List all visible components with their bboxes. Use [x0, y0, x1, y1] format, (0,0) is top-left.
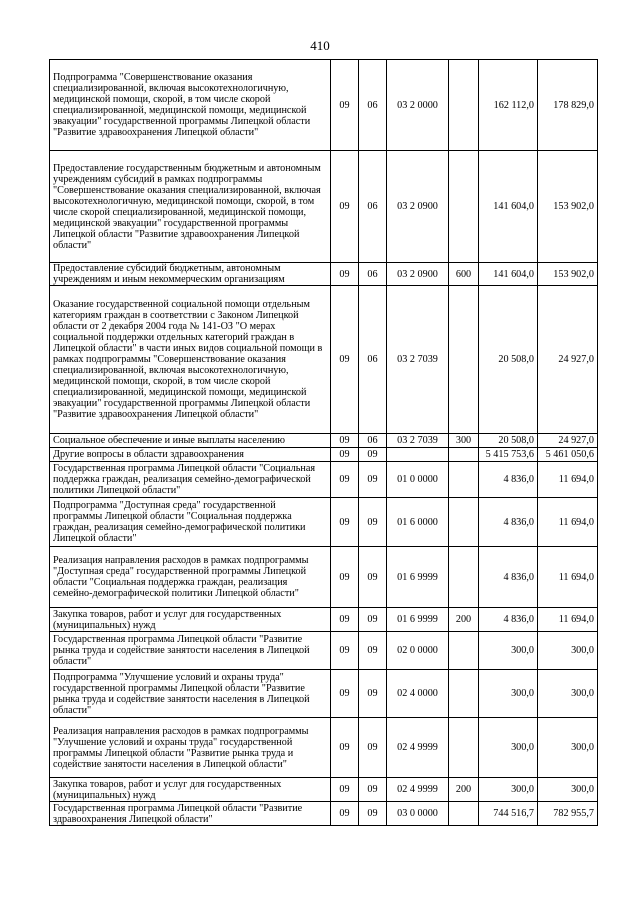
target-article-code: 03 2 0900	[387, 151, 449, 263]
section-code: 09	[331, 778, 359, 802]
table-row	[50, 632, 598, 670]
expense-name: Государственная программа Липецкой области "Социальная поддержка граждан, реализация семейно-демографической политики Липецкой области"	[50, 462, 331, 498]
table-row	[50, 60, 598, 151]
amount-year-1: 744 516,7	[479, 802, 538, 826]
expense-name: Оказание государственной социальной помощи отдельным категориям граждан в соответствии с Законом Липецкой области от 2 декабря 2004 года № 141-ОЗ "О мерах социальной поддержки отдельных категорий граждан в Липецкой области" в части иных видов социальной помощи в рамках подпрограммы "Совершенствование оказания специализированной, включая высокотехнологичную, медицинской помощи, скорой, в том числе скорой специализированной, медицинской помощи, медицинской эвакуации" государственной программы Липецкой области "Развитие здравоохранения Липецкой области"	[50, 286, 331, 434]
section-code: 09	[331, 608, 359, 632]
expense-name: Другие вопросы в области здравоохранения	[50, 448, 331, 462]
table-row	[50, 286, 598, 434]
table-row	[50, 778, 598, 802]
subsection-code: 09	[359, 718, 387, 778]
amount-year-2: 11 694,0	[538, 498, 598, 547]
section-code: 09	[331, 718, 359, 778]
expense-type-code: 200	[449, 608, 479, 632]
expense-name: Предоставление государственным бюджетным и автономным учреждениям субсидий в рамках подпрограммы "Совершенствование оказания специализированной, включая высокотехнологичную, медицинской помощи, скорой, в том числе скорой специализированной, медицинской помощи, медицинской эвакуации" государственной программы Липецкой области "Развитие здравоохранения Липецкой области"	[50, 151, 331, 263]
amount-year-2: 5 461 050,6	[538, 448, 598, 462]
subsection-code: 06	[359, 434, 387, 448]
expense-name: Предоставление субсидий бюджетным, автономным учреждениям и иным некоммерческим организациям	[50, 263, 331, 286]
amount-year-2: 300,0	[538, 718, 598, 778]
target-article-code: 03 2 0000	[387, 60, 449, 151]
amount-year-1: 300,0	[479, 778, 538, 802]
expense-name: Закупка товаров, работ и услуг для государственных (муниципальных) нужд	[50, 778, 331, 802]
target-article-code: 02 0 0000	[387, 632, 449, 670]
section-code: 09	[331, 151, 359, 263]
table-row	[50, 718, 598, 778]
amount-year-1: 141 604,0	[479, 151, 538, 263]
subsection-code: 09	[359, 462, 387, 498]
amount-year-1: 5 415 753,6	[479, 448, 538, 462]
subsection-code: 06	[359, 60, 387, 151]
amount-year-2: 300,0	[538, 670, 598, 718]
page-number: 410	[310, 38, 330, 53]
amount-year-1: 300,0	[479, 670, 538, 718]
expense-type-code	[449, 448, 479, 462]
amount-year-2: 178 829,0	[538, 60, 598, 151]
section-code: 09	[331, 632, 359, 670]
amount-year-2: 300,0	[538, 632, 598, 670]
amount-year-2: 11 694,0	[538, 462, 598, 498]
expense-type-code: 300	[449, 434, 479, 448]
target-article-code: 01 0 0000	[387, 462, 449, 498]
amount-year-1: 141 604,0	[479, 263, 538, 286]
amount-year-2: 11 694,0	[538, 608, 598, 632]
amount-year-2: 300,0	[538, 778, 598, 802]
expense-type-code	[449, 462, 479, 498]
expense-type-code	[449, 802, 479, 826]
expense-name: Подпрограмма "Совершенствование оказания специализированной, включая высокотехнологичную, медицинской помощи, скорой, в том числе скорой специализированной, медицинской помощи, медицинской эвакуации" государственной программы Липецкой области "Развитие здравоохранения Липецкой области"	[50, 60, 331, 151]
expense-name: Закупка товаров, работ и услуг для государственных (муниципальных) нужд	[50, 608, 331, 632]
amount-year-2: 153 902,0	[538, 263, 598, 286]
target-article-code	[387, 448, 449, 462]
expense-name: Государственная программа Липецкой области "Развитие здравоохранения Липецкой области"	[50, 802, 331, 826]
amount-year-1: 20 508,0	[479, 434, 538, 448]
subsection-code: 09	[359, 448, 387, 462]
expense-type-code	[449, 547, 479, 608]
expense-type-code: 600	[449, 263, 479, 286]
target-article-code: 03 2 7039	[387, 286, 449, 434]
expense-type-code	[449, 718, 479, 778]
budget-table	[49, 59, 598, 826]
amount-year-2: 11 694,0	[538, 547, 598, 608]
amount-year-1: 162 112,0	[479, 60, 538, 151]
amount-year-2: 24 927,0	[538, 286, 598, 434]
target-article-code: 02 4 0000	[387, 670, 449, 718]
expense-name: Государственная программа Липецкой области "Развитие рынка труда и содействие занятости населения в Липецкой области"	[50, 632, 331, 670]
expense-type-code	[449, 60, 479, 151]
table-row	[50, 547, 598, 608]
amount-year-1: 300,0	[479, 632, 538, 670]
subsection-code: 09	[359, 670, 387, 718]
subsection-code: 09	[359, 802, 387, 826]
section-code: 09	[331, 802, 359, 826]
section-code: 09	[331, 498, 359, 547]
subsection-code: 09	[359, 778, 387, 802]
subsection-code: 09	[359, 547, 387, 608]
target-article-code: 02 4 9999	[387, 778, 449, 802]
section-code: 09	[331, 670, 359, 718]
amount-year-2: 782 955,7	[538, 802, 598, 826]
amount-year-1: 4 836,0	[479, 608, 538, 632]
expense-type-code	[449, 286, 479, 434]
target-article-code: 03 0 0000	[387, 802, 449, 826]
expense-name: Социальное обеспечение и иные выплаты населению	[50, 434, 331, 448]
amount-year-1: 4 836,0	[479, 498, 538, 547]
expense-type-code	[449, 498, 479, 547]
table-row	[50, 670, 598, 718]
subsection-code: 09	[359, 498, 387, 547]
expense-type-code	[449, 632, 479, 670]
section-code: 09	[331, 60, 359, 151]
table-row	[50, 263, 598, 286]
expense-name: Реализация направления расходов в рамках подпрограммы "Доступная среда" государственной программы Липецкой области "Социальная поддержка граждан, реализация семейно-демографической политики Липецкой области"	[50, 547, 331, 608]
target-article-code: 02 4 9999	[387, 718, 449, 778]
table-row	[50, 608, 598, 632]
section-code: 09	[331, 547, 359, 608]
table-row	[50, 151, 598, 263]
table-row	[50, 498, 598, 547]
expense-name: Подпрограмма "Доступная среда" государственной программы Липецкой области "Социальная поддержка граждан, реализация семейно-демографической политики Липецкой области"	[50, 498, 331, 547]
subsection-code: 09	[359, 608, 387, 632]
amount-year-1: 4 836,0	[479, 462, 538, 498]
section-code: 09	[331, 263, 359, 286]
expense-name: Реализация направления расходов в рамках подпрограммы "Улучшение условий и охраны труда" государственной программы Липецкой области "Развитие рынка труда и содействие занятости населения в Липецкой области"	[50, 718, 331, 778]
section-code: 09	[331, 462, 359, 498]
expense-type-code: 200	[449, 778, 479, 802]
amount-year-1: 20 508,0	[479, 286, 538, 434]
table-row	[50, 462, 598, 498]
table-row	[50, 434, 598, 448]
target-article-code: 01 6 9999	[387, 547, 449, 608]
subsection-code: 06	[359, 263, 387, 286]
amount-year-1: 300,0	[479, 718, 538, 778]
amount-year-2: 153 902,0	[538, 151, 598, 263]
target-article-code: 01 6 9999	[387, 608, 449, 632]
subsection-code: 06	[359, 151, 387, 263]
target-article-code: 03 2 0900	[387, 263, 449, 286]
section-code: 09	[331, 286, 359, 434]
expense-name: Подпрограмма "Улучшение условий и охраны труда" государственной программы Липецкой области "Развитие рынка труда и содействие занятости населения в Липецкой области"	[50, 670, 331, 718]
subsection-code: 09	[359, 632, 387, 670]
table-row	[50, 802, 598, 826]
target-article-code: 03 2 7039	[387, 434, 449, 448]
table-row	[50, 448, 598, 462]
amount-year-2: 24 927,0	[538, 434, 598, 448]
amount-year-1: 4 836,0	[479, 547, 538, 608]
section-code: 09	[331, 434, 359, 448]
target-article-code: 01 6 0000	[387, 498, 449, 547]
expense-type-code	[449, 670, 479, 718]
subsection-code: 06	[359, 286, 387, 434]
section-code: 09	[331, 448, 359, 462]
expense-type-code	[449, 151, 479, 263]
